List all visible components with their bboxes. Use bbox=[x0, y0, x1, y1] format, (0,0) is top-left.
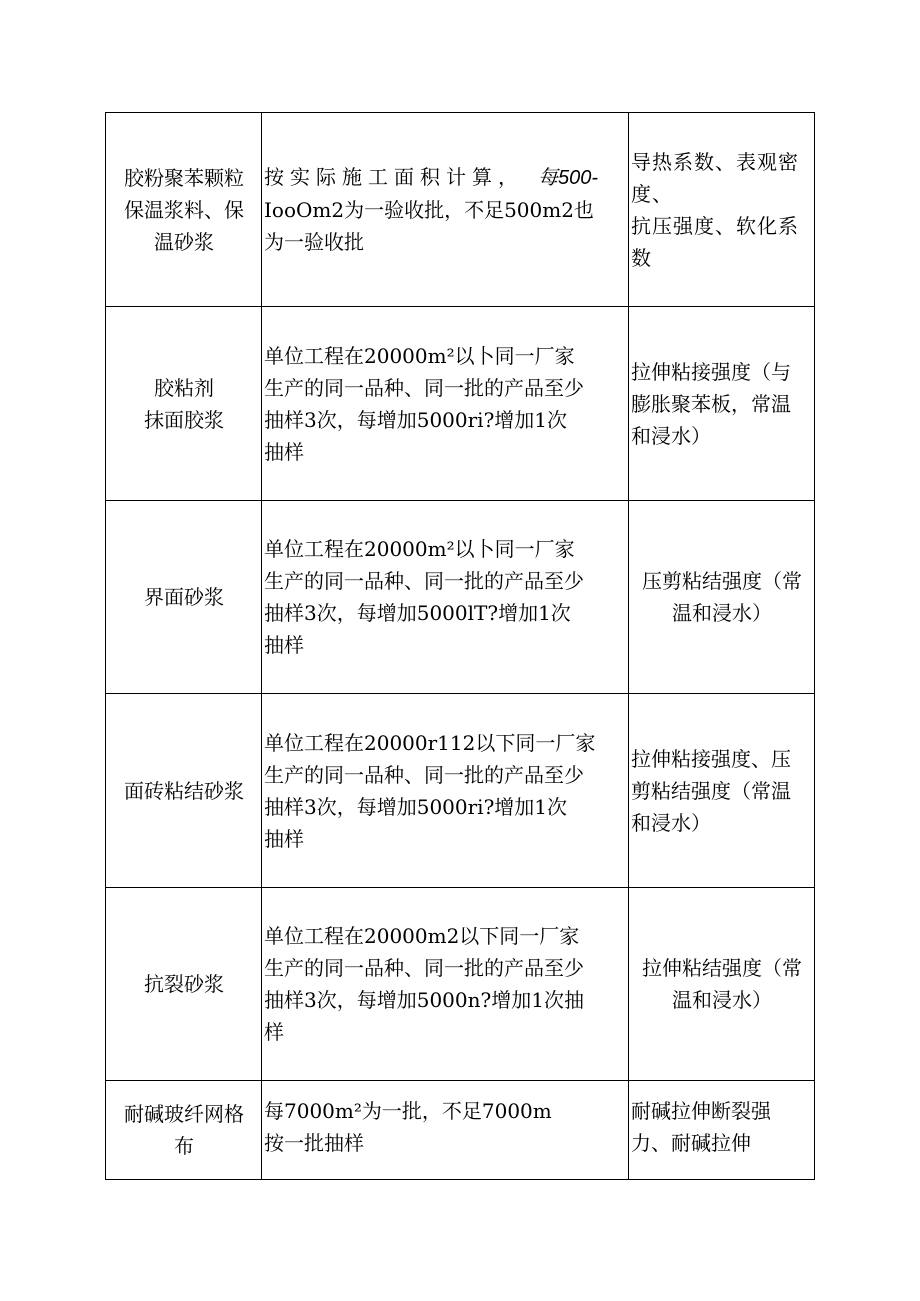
material-name-line: 保温浆料、保 bbox=[124, 197, 244, 222]
sampling-method-line: 单位工程在20000r112以下同一厂家 bbox=[264, 730, 596, 755]
sampling-method-line bbox=[264, 161, 627, 194]
test-items-cell bbox=[629, 307, 815, 501]
sampling-method-cell bbox=[262, 501, 629, 694]
sampling-method-line: 生产的同一品种、同一批的产品至少 bbox=[264, 762, 584, 787]
test-items-line: 拉伸粘结强度（常 bbox=[642, 956, 802, 980]
material-name-line: 耐碱玻纤网格 bbox=[124, 1102, 244, 1126]
test-items-line: 温和浸水） bbox=[672, 601, 772, 625]
material-name-line: 温砂浆 bbox=[154, 229, 214, 254]
material-name-line: 抗裂砂浆 bbox=[144, 972, 224, 996]
sampling-method-cell bbox=[262, 113, 629, 307]
sampling-method-line: 单位工程在20000m²以卜同一厂家 bbox=[264, 537, 575, 561]
test-items-line: 力、耐碱拉伸 bbox=[631, 1131, 751, 1155]
test-items-cell bbox=[629, 501, 815, 694]
sampling-method-line: IooOm2为一验收批，不足500m2也 bbox=[264, 198, 594, 222]
material-name-cell bbox=[106, 888, 262, 1081]
test-items-line: 拉伸粘接强度（与 bbox=[631, 359, 791, 384]
sampling-method-line: 抽样 bbox=[264, 633, 304, 657]
sampling-method-line: 抽样 bbox=[264, 439, 304, 464]
sampling-method-line: 抽样3次，每增加5000ri?增加1次 bbox=[264, 407, 568, 432]
test-items-line: 数 bbox=[631, 245, 652, 270]
sampling-method-line: 抽样 bbox=[264, 826, 304, 851]
sampling-method-cell bbox=[262, 1081, 629, 1180]
sampling-method-line: 单位工程在20000m²以卜同一厂家 bbox=[264, 343, 575, 368]
sampling-method-line: 按一批抽样 bbox=[264, 1131, 364, 1155]
material-name-cell bbox=[106, 694, 262, 888]
material-name-line: 抹面胶浆 bbox=[144, 407, 224, 432]
table-row bbox=[106, 1081, 815, 1180]
test-items-line: 和浸水） bbox=[631, 810, 711, 835]
table-row bbox=[106, 307, 815, 501]
test-items-line: 膨胀聚苯板，常温 bbox=[631, 391, 791, 416]
test-items-cell bbox=[629, 888, 815, 1081]
material-name-cell bbox=[106, 501, 262, 694]
test-items-line: 导热系数、表观密 bbox=[631, 149, 799, 174]
test-items-line: 剪粘结强度（常温 bbox=[631, 778, 791, 803]
table-row bbox=[106, 694, 815, 888]
material-name-line: 胶粘剂 bbox=[154, 375, 214, 400]
material-name-cell bbox=[106, 307, 262, 501]
inspection-spec-table bbox=[105, 112, 815, 1180]
sampling-method-line: 抽样3次，每增加5000ri?增加1次 bbox=[264, 794, 568, 819]
sampling-method-head: 按实际施工面积计算， bbox=[264, 165, 524, 189]
material-name-line: 界面砂浆 bbox=[144, 585, 224, 609]
sampling-method-cell bbox=[262, 307, 629, 501]
test-items-cell bbox=[629, 113, 815, 307]
test-items-line: 温和浸水） bbox=[672, 988, 772, 1012]
test-items-cell bbox=[629, 1081, 815, 1180]
sampling-method-line: 单位工程在20000m2以下同一厂家 bbox=[264, 924, 580, 948]
sampling-method-cell bbox=[262, 694, 629, 888]
test-items-line: 耐碱拉伸断裂强 bbox=[631, 1099, 771, 1123]
sampling-method-line: 生产的同一品种、同一批的产品至少 bbox=[264, 956, 584, 980]
material-name-line: 胶粉聚苯颗粒 bbox=[124, 165, 244, 190]
table-row bbox=[106, 501, 815, 694]
sampling-method-line: 每7000m²为一批，不足7000m bbox=[264, 1099, 552, 1123]
test-items-line: 度、 bbox=[631, 181, 673, 206]
sampling-method-line: 生产的同一品种、同一批的产品至少 bbox=[264, 375, 584, 400]
sampling-method-line: 抽样3次，每增加5000lT?增加1次 bbox=[264, 601, 571, 625]
sampling-method-head-italic: 每500- bbox=[538, 167, 599, 189]
sampling-method-line: 样 bbox=[264, 1020, 284, 1044]
table-row bbox=[106, 113, 815, 307]
sampling-method-line: 抽样3次，每增加5000n?增加1次抽 bbox=[264, 988, 584, 1012]
sampling-method-cell bbox=[262, 888, 629, 1081]
sampling-method-line: 为一验收批 bbox=[264, 230, 364, 254]
test-items-cell bbox=[629, 694, 815, 888]
test-items-line: 拉伸粘接强度、压 bbox=[631, 746, 791, 771]
material-name-cell bbox=[106, 1081, 262, 1180]
material-name-cell bbox=[106, 113, 262, 307]
test-items-line: 和浸水） bbox=[631, 423, 711, 448]
test-items-line: 抗压强度、软化系 bbox=[631, 213, 799, 238]
test-items-line: 压剪粘结强度（常 bbox=[642, 569, 802, 593]
table-row bbox=[106, 888, 815, 1081]
material-name-line: 布 bbox=[174, 1134, 194, 1158]
material-name-line: 面砖粘结砂浆 bbox=[124, 778, 244, 803]
sampling-method-line: 生产的同一品种、同一批的产品至少 bbox=[264, 569, 584, 593]
